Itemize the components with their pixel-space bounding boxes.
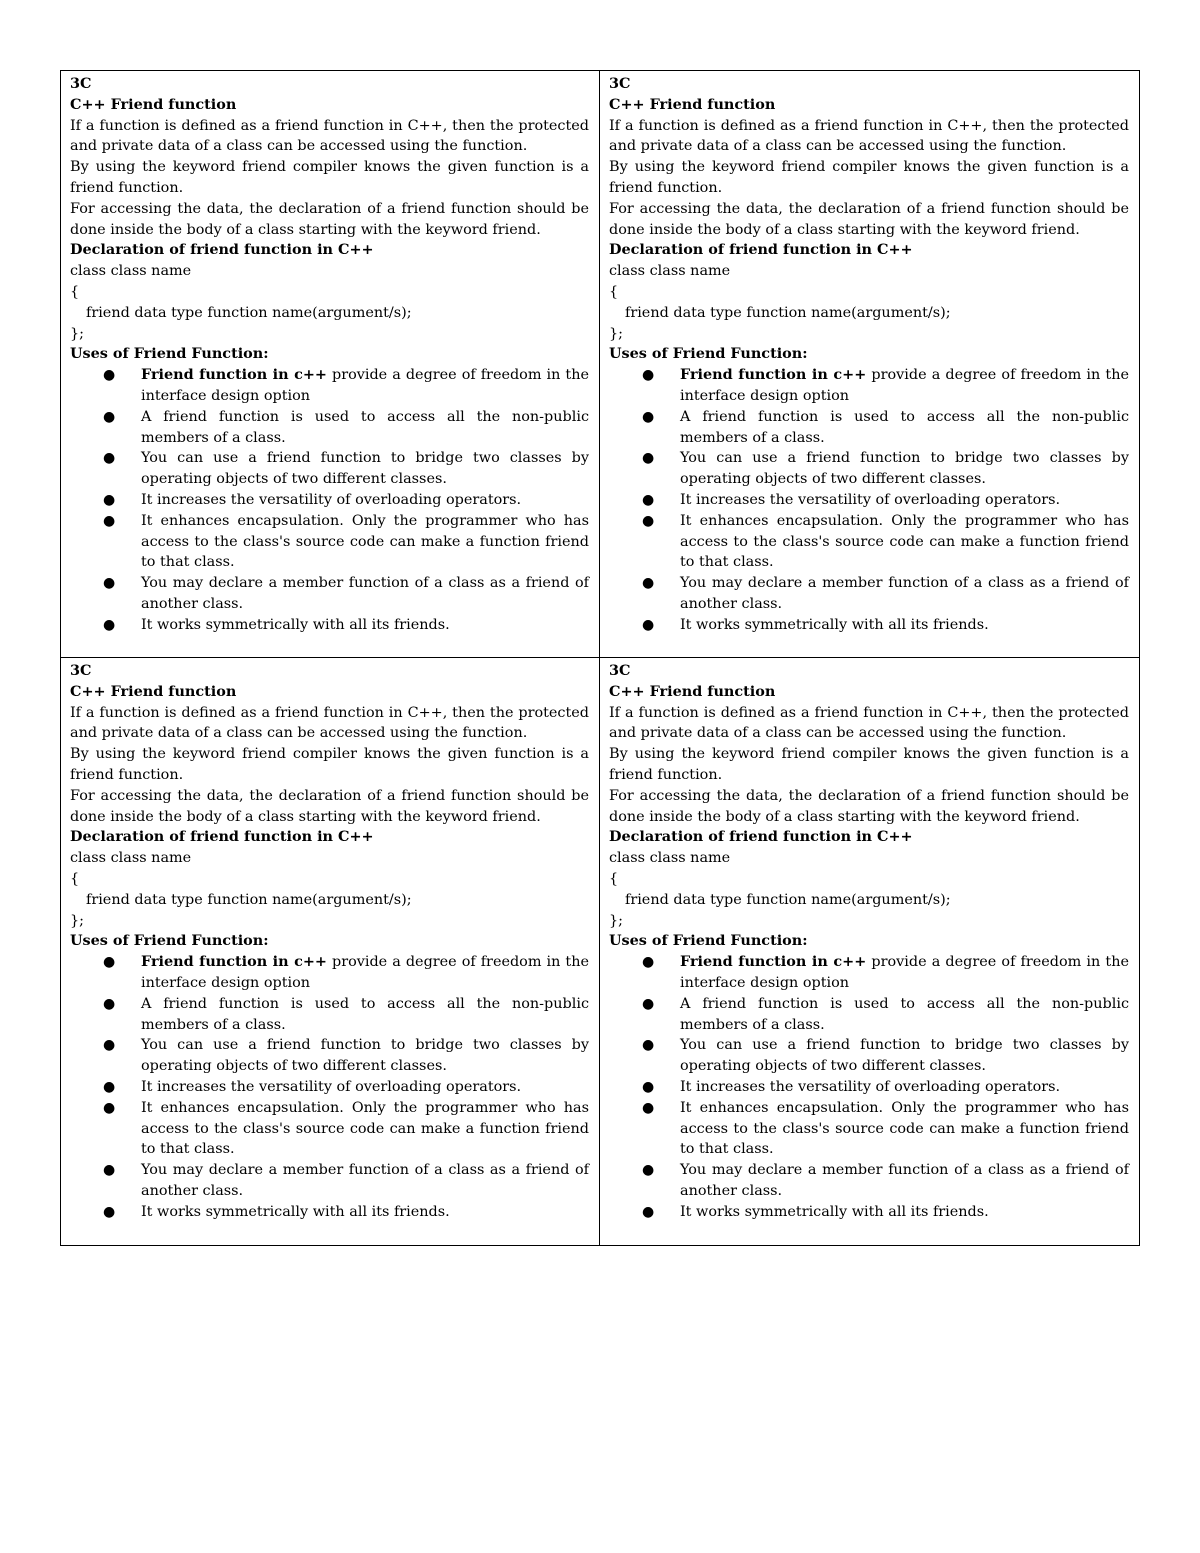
bullet-icon: ● bbox=[642, 512, 655, 529]
list-item bbox=[642, 1098, 1129, 1160]
code-line: class class name bbox=[70, 850, 192, 867]
code-line: }; bbox=[70, 912, 85, 929]
bullet-icon: ● bbox=[642, 616, 655, 633]
card-bottom-left bbox=[61, 658, 600, 1245]
bullet-icon: ● bbox=[103, 450, 116, 467]
use-text: You may declare a member function of a class as a friend of another class. bbox=[141, 1162, 589, 1199]
list-item bbox=[642, 365, 1129, 407]
bullet-icon: ● bbox=[103, 575, 116, 592]
use-text: You can use a friend function to bridge two classes by operating objects of two different classes. bbox=[141, 450, 589, 488]
intro-paragraph: By using the keyword friend compiler knows the given function is a friend function. bbox=[70, 746, 589, 783]
use-text: It enhances encapsulation. Only the programmer who has access to the class's source code can make a function friend to that class. bbox=[141, 1099, 589, 1158]
use-text: A friend function is used to access all the non-public members of a class. bbox=[680, 995, 1129, 1033]
code-line: friend data type function name(argument/s); bbox=[86, 304, 412, 321]
card-code: 3C bbox=[70, 662, 92, 679]
bullet-icon: ● bbox=[642, 408, 655, 425]
bullet-icon: ● bbox=[642, 1037, 655, 1054]
code-line: { bbox=[70, 870, 80, 887]
list-item bbox=[642, 511, 1129, 573]
use-text: You can use a friend function to bridge two classes by operating objects of two different classes. bbox=[141, 1037, 589, 1075]
bullet-icon: ● bbox=[103, 1099, 116, 1116]
intro-paragraph: If a function is defined as a friend function in C++, then the protected and private data of a class can be accessed using the function. bbox=[70, 117, 589, 155]
use-text: It works symmetrically with all its friends. bbox=[141, 1203, 450, 1220]
bullet-icon: ● bbox=[103, 408, 116, 425]
intro-paragraph: By using the keyword friend compiler knows the given function is a friend function. bbox=[70, 159, 589, 196]
intro-paragraph: For accessing the data, the declaration of a friend function should be done inside the body of a class starting with the keyword friend. bbox=[609, 200, 1129, 238]
card-bottom-right bbox=[600, 658, 1139, 1245]
card-grid bbox=[60, 70, 1140, 1246]
code-line: class class name bbox=[609, 263, 731, 280]
bullet-icon: ● bbox=[103, 616, 116, 633]
card-code: 3C bbox=[609, 662, 631, 679]
use-text: A friend function is used to access all the non-public members of a class. bbox=[141, 995, 589, 1033]
code-line: class class name bbox=[609, 850, 731, 867]
list-item bbox=[642, 573, 1129, 615]
list-item bbox=[103, 490, 589, 511]
uses-list bbox=[609, 952, 1129, 1222]
uses-heading: Uses of Friend Function: bbox=[70, 932, 269, 950]
use-bold: Friend function in c++ bbox=[680, 953, 867, 971]
uses-list bbox=[70, 365, 589, 635]
list-item bbox=[642, 407, 1129, 449]
bullet-icon: ● bbox=[642, 1162, 655, 1179]
use-text: It works symmetrically with all its friends. bbox=[680, 616, 989, 633]
declaration-heading: Declaration of friend function in C++ bbox=[609, 828, 913, 846]
declaration-heading: Declaration of friend function in C++ bbox=[70, 828, 374, 846]
list-item bbox=[642, 952, 1129, 994]
use-text: It increases the versatility of overloading operators. bbox=[680, 1078, 1061, 1095]
list-item bbox=[103, 573, 589, 615]
use-text: A friend function is used to access all the non-public members of a class. bbox=[141, 408, 589, 446]
use-text: It increases the versatility of overloading operators. bbox=[141, 1078, 522, 1095]
use-bold: Friend function in c++ bbox=[141, 366, 327, 384]
use-bold: Friend function in c++ bbox=[141, 953, 327, 971]
declaration-heading: Declaration of friend function in C++ bbox=[609, 241, 913, 259]
use-bold: Friend function in c++ bbox=[680, 366, 867, 384]
intro-paragraph: If a function is defined as a friend function in C++, then the protected and private data of a class can be accessed using the function. bbox=[609, 117, 1129, 155]
bullet-icon: ● bbox=[103, 1162, 116, 1179]
card-title: C++ Friend function bbox=[609, 95, 776, 113]
bullet-icon: ● bbox=[642, 1203, 655, 1220]
bullet-icon: ● bbox=[103, 995, 116, 1012]
use-text: It works symmetrically with all its friends. bbox=[141, 616, 450, 633]
use-text: It enhances encapsulation. Only the programmer who has access to the class's source code can make a function friend to that class. bbox=[680, 1099, 1129, 1158]
bullet-icon: ● bbox=[103, 491, 116, 508]
use-text: provide a degree of freedom in the interface design option bbox=[680, 367, 1129, 404]
list-item bbox=[103, 1035, 589, 1077]
use-text: provide a degree of freedom in the interface design option bbox=[680, 954, 1129, 991]
list-item bbox=[642, 1160, 1129, 1202]
code-line: { bbox=[70, 283, 80, 300]
list-item bbox=[103, 407, 589, 449]
bullet-icon: ● bbox=[642, 1078, 655, 1095]
list-item bbox=[642, 490, 1129, 511]
card-title: C++ Friend function bbox=[70, 682, 237, 700]
list-item bbox=[103, 365, 589, 407]
use-text: It enhances encapsulation. Only the programmer who has access to the class's source code can make a function friend to that class. bbox=[680, 512, 1129, 571]
list-item bbox=[103, 511, 589, 573]
code-line: friend data type function name(argument/s); bbox=[86, 891, 412, 908]
list-item bbox=[103, 1202, 589, 1223]
use-text: It increases the versatility of overloading operators. bbox=[680, 491, 1061, 508]
list-item bbox=[103, 994, 589, 1036]
uses-heading: Uses of Friend Function: bbox=[70, 345, 269, 363]
intro-paragraph: By using the keyword friend compiler knows the given function is a friend function. bbox=[609, 159, 1129, 196]
intro-paragraph: For accessing the data, the declaration of a friend function should be done inside the body of a class starting with the keyword friend. bbox=[70, 200, 589, 238]
list-item bbox=[642, 1077, 1129, 1098]
code-line: friend data type function name(argument/s); bbox=[625, 304, 951, 321]
bullet-icon: ● bbox=[642, 450, 655, 467]
code-line: }; bbox=[609, 325, 624, 342]
intro-paragraph: For accessing the data, the declaration of a friend function should be done inside the body of a class starting with the keyword friend. bbox=[609, 787, 1129, 825]
intro-paragraph: For accessing the data, the declaration of a friend function should be done inside the body of a class starting with the keyword friend. bbox=[70, 787, 589, 825]
declaration-heading: Declaration of friend function in C++ bbox=[70, 241, 374, 259]
list-item bbox=[642, 994, 1129, 1036]
intro-paragraph: By using the keyword friend compiler knows the given function is a friend function. bbox=[609, 746, 1129, 783]
bullet-icon: ● bbox=[642, 1099, 655, 1116]
use-text: You may declare a member function of a class as a friend of another class. bbox=[680, 575, 1129, 612]
use-text: It enhances encapsulation. Only the programmer who has access to the class's source code can make a function friend to that class. bbox=[141, 512, 589, 571]
bullet-icon: ● bbox=[103, 1203, 116, 1220]
card-title: C++ Friend function bbox=[609, 682, 776, 700]
card-top-right bbox=[600, 71, 1139, 658]
card-top-left bbox=[61, 71, 600, 658]
code-line: { bbox=[609, 283, 619, 300]
bullet-icon: ● bbox=[642, 367, 655, 384]
list-item bbox=[103, 952, 589, 994]
use-text: You can use a friend function to bridge two classes by operating objects of two different classes. bbox=[680, 1037, 1129, 1075]
list-item bbox=[642, 615, 1129, 636]
intro-paragraph: If a function is defined as a friend function in C++, then the protected and private data of a class can be accessed using the function. bbox=[609, 704, 1129, 742]
use-text: You may declare a member function of a class as a friend of another class. bbox=[680, 1162, 1129, 1199]
list-item bbox=[642, 448, 1129, 490]
bullet-icon: ● bbox=[103, 954, 116, 971]
code-line: }; bbox=[609, 912, 624, 929]
bullet-icon: ● bbox=[642, 954, 655, 971]
use-text: You can use a friend function to bridge two classes by operating objects of two different classes. bbox=[680, 450, 1129, 488]
uses-heading: Uses of Friend Function: bbox=[609, 345, 808, 363]
bullet-icon: ● bbox=[103, 1037, 116, 1054]
list-item bbox=[103, 1077, 589, 1098]
code-line: { bbox=[609, 870, 619, 887]
use-text: You may declare a member function of a class as a friend of another class. bbox=[141, 575, 589, 612]
uses-heading: Uses of Friend Function: bbox=[609, 932, 808, 950]
card-code: 3C bbox=[609, 75, 631, 92]
list-item bbox=[642, 1202, 1129, 1223]
intro-paragraph: If a function is defined as a friend function in C++, then the protected and private data of a class can be accessed using the function. bbox=[70, 704, 589, 742]
card-code: 3C bbox=[70, 75, 92, 92]
list-item bbox=[103, 615, 589, 636]
use-text: provide a degree of freedom in the interface design option bbox=[141, 367, 589, 404]
list-item bbox=[103, 448, 589, 490]
list-item bbox=[103, 1160, 589, 1202]
bullet-icon: ● bbox=[103, 512, 116, 529]
bullet-icon: ● bbox=[642, 575, 655, 592]
list-item bbox=[103, 1098, 589, 1160]
card-title: C++ Friend function bbox=[70, 95, 237, 113]
uses-list bbox=[70, 952, 589, 1222]
bullet-icon: ● bbox=[642, 491, 655, 508]
bullet-icon: ● bbox=[103, 367, 116, 384]
code-line: class class name bbox=[70, 263, 192, 280]
bullet-icon: ● bbox=[103, 1078, 116, 1095]
use-text: A friend function is used to access all the non-public members of a class. bbox=[680, 408, 1129, 446]
uses-list bbox=[609, 365, 1129, 635]
use-text: provide a degree of freedom in the interface design option bbox=[141, 954, 589, 991]
use-text: It works symmetrically with all its friends. bbox=[680, 1203, 989, 1220]
use-text: It increases the versatility of overloading operators. bbox=[141, 491, 522, 508]
list-item bbox=[642, 1035, 1129, 1077]
bullet-icon: ● bbox=[642, 995, 655, 1012]
code-line: friend data type function name(argument/s); bbox=[625, 891, 951, 908]
code-line: }; bbox=[70, 325, 85, 342]
